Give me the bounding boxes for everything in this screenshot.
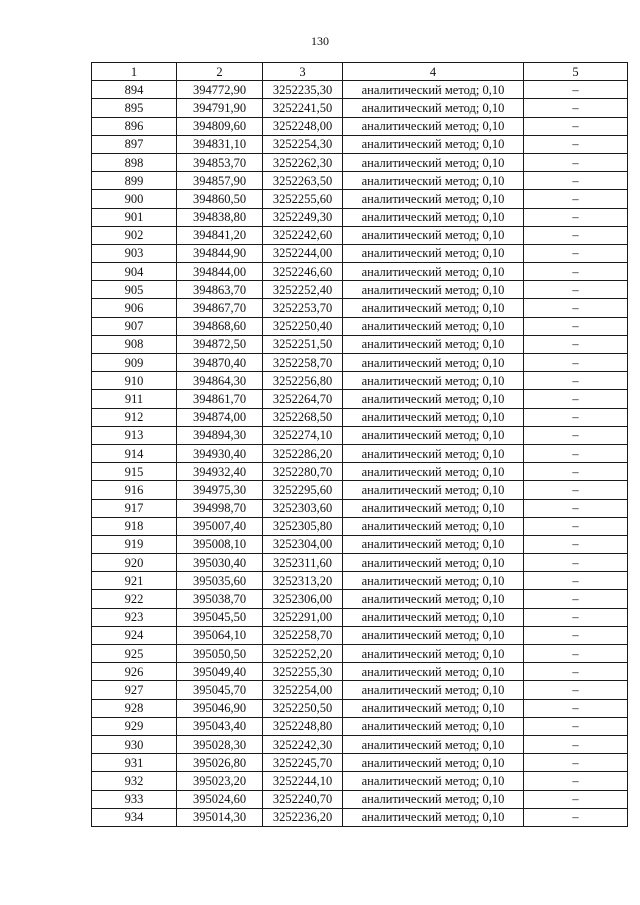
point-number-cell: 909	[92, 354, 177, 372]
note-cell: –	[524, 772, 628, 790]
note-cell: –	[524, 699, 628, 717]
table-row	[92, 244, 628, 262]
point-number-cell: 920	[92, 554, 177, 572]
note-cell: –	[524, 117, 628, 135]
table-row	[92, 390, 628, 408]
point-number-cell: 895	[92, 99, 177, 117]
y-coordinate-cell: 3252311,60	[263, 554, 343, 572]
table-row	[92, 117, 628, 135]
note-cell: –	[524, 735, 628, 753]
method-accuracy-cell: аналитический метод; 0,10	[343, 645, 524, 663]
y-coordinate-cell: 3252304,00	[263, 535, 343, 553]
table-header-row	[92, 63, 628, 81]
point-number-cell: 925	[92, 645, 177, 663]
note-cell: –	[524, 554, 628, 572]
method-accuracy-cell: аналитический метод; 0,10	[343, 754, 524, 772]
method-accuracy-cell: аналитический метод; 0,10	[343, 663, 524, 681]
table-row	[92, 535, 628, 553]
note-cell: –	[524, 626, 628, 644]
table-row	[92, 299, 628, 317]
x-coordinate-cell: 395008,10	[177, 535, 263, 553]
method-accuracy-cell: аналитический метод; 0,10	[343, 517, 524, 535]
y-coordinate-cell: 3252244,00	[263, 244, 343, 262]
table-row	[92, 172, 628, 190]
x-coordinate-cell: 395026,80	[177, 754, 263, 772]
point-number-cell: 896	[92, 117, 177, 135]
note-cell: –	[524, 354, 628, 372]
point-number-cell: 912	[92, 408, 177, 426]
x-coordinate-cell: 395045,50	[177, 608, 263, 626]
x-coordinate-cell: 395024,60	[177, 790, 263, 808]
x-coordinate-cell: 395014,30	[177, 808, 263, 826]
method-accuracy-cell: аналитический метод; 0,10	[343, 717, 524, 735]
point-number-cell: 897	[92, 135, 177, 153]
note-cell: –	[524, 426, 628, 444]
point-number-cell: 934	[92, 808, 177, 826]
x-coordinate-cell: 394894,30	[177, 426, 263, 444]
y-coordinate-cell: 3252251,50	[263, 335, 343, 353]
note-cell: –	[524, 481, 628, 499]
point-number-cell: 933	[92, 790, 177, 808]
y-coordinate-cell: 3252245,70	[263, 754, 343, 772]
y-coordinate-cell: 3252305,80	[263, 517, 343, 535]
y-coordinate-cell: 3252258,70	[263, 626, 343, 644]
page-number: 130	[311, 34, 329, 48]
table-row	[92, 772, 628, 790]
y-coordinate-cell: 3252268,50	[263, 408, 343, 426]
note-cell: –	[524, 99, 628, 117]
point-number-cell: 931	[92, 754, 177, 772]
method-accuracy-cell: аналитический метод; 0,10	[343, 535, 524, 553]
x-coordinate-cell: 394860,50	[177, 190, 263, 208]
x-coordinate-cell: 394863,70	[177, 281, 263, 299]
note-cell: –	[524, 717, 628, 735]
table-row	[92, 699, 628, 717]
point-number-cell: 932	[92, 772, 177, 790]
note-cell: –	[524, 190, 628, 208]
table-row	[92, 554, 628, 572]
table-row	[92, 81, 628, 99]
point-number-cell: 903	[92, 244, 177, 262]
y-coordinate-cell: 3252274,10	[263, 426, 343, 444]
note-cell: –	[524, 135, 628, 153]
y-coordinate-cell: 3252262,30	[263, 153, 343, 171]
method-accuracy-cell: аналитический метод; 0,10	[343, 426, 524, 444]
y-coordinate-cell: 3252263,50	[263, 172, 343, 190]
note-cell: –	[524, 499, 628, 517]
point-number-cell: 922	[92, 590, 177, 608]
table-row	[92, 190, 628, 208]
column-header: 2	[177, 63, 263, 81]
table-row	[92, 263, 628, 281]
y-coordinate-cell: 3252240,70	[263, 790, 343, 808]
y-coordinate-cell: 3252248,00	[263, 117, 343, 135]
y-coordinate-cell: 3252258,70	[263, 354, 343, 372]
y-coordinate-cell: 3252244,10	[263, 772, 343, 790]
note-cell: –	[524, 517, 628, 535]
method-accuracy-cell: аналитический метод; 0,10	[343, 263, 524, 281]
point-number-cell: 901	[92, 208, 177, 226]
note-cell: –	[524, 299, 628, 317]
x-coordinate-cell: 394868,60	[177, 317, 263, 335]
table-row	[92, 135, 628, 153]
table-row	[92, 99, 628, 117]
point-number-cell: 904	[92, 263, 177, 281]
point-number-cell: 908	[92, 335, 177, 353]
method-accuracy-cell: аналитический метод; 0,10	[343, 699, 524, 717]
point-number-cell: 918	[92, 517, 177, 535]
y-coordinate-cell: 3252242,30	[263, 735, 343, 753]
y-coordinate-cell: 3252255,30	[263, 663, 343, 681]
point-number-cell: 929	[92, 717, 177, 735]
point-number-cell: 916	[92, 481, 177, 499]
note-cell: –	[524, 754, 628, 772]
x-coordinate-cell: 395049,40	[177, 663, 263, 681]
y-coordinate-cell: 3252313,20	[263, 572, 343, 590]
table-row	[92, 572, 628, 590]
note-cell: –	[524, 590, 628, 608]
x-coordinate-cell: 394864,30	[177, 372, 263, 390]
x-coordinate-cell: 394932,40	[177, 463, 263, 481]
method-accuracy-cell: аналитический метод; 0,10	[343, 626, 524, 644]
table-row	[92, 372, 628, 390]
table-row	[92, 335, 628, 353]
point-number-cell: 902	[92, 226, 177, 244]
x-coordinate-cell: 394841,20	[177, 226, 263, 244]
note-cell: –	[524, 681, 628, 699]
x-coordinate-cell: 395007,40	[177, 517, 263, 535]
note-cell: –	[524, 317, 628, 335]
note-cell: –	[524, 645, 628, 663]
table-row	[92, 717, 628, 735]
point-number-cell: 923	[92, 608, 177, 626]
x-coordinate-cell: 394809,60	[177, 117, 263, 135]
table-row	[92, 153, 628, 171]
coordinates-table	[91, 62, 628, 827]
method-accuracy-cell: аналитический метод; 0,10	[343, 681, 524, 699]
note-cell: –	[524, 463, 628, 481]
method-accuracy-cell: аналитический метод; 0,10	[343, 208, 524, 226]
note-cell: –	[524, 408, 628, 426]
column-header: 5	[524, 63, 628, 81]
y-coordinate-cell: 3252252,20	[263, 645, 343, 663]
point-number-cell: 898	[92, 153, 177, 171]
note-cell: –	[524, 208, 628, 226]
method-accuracy-cell: аналитический метод; 0,10	[343, 590, 524, 608]
column-header: 1	[92, 63, 177, 81]
x-coordinate-cell: 395028,30	[177, 735, 263, 753]
x-coordinate-cell: 394772,90	[177, 81, 263, 99]
note-cell: –	[524, 226, 628, 244]
point-number-cell: 921	[92, 572, 177, 590]
note-cell: –	[524, 390, 628, 408]
y-coordinate-cell: 3252241,50	[263, 99, 343, 117]
table-row	[92, 626, 628, 644]
method-accuracy-cell: аналитический метод; 0,10	[343, 790, 524, 808]
method-accuracy-cell: аналитический метод; 0,10	[343, 772, 524, 790]
x-coordinate-cell: 395046,90	[177, 699, 263, 717]
method-accuracy-cell: аналитический метод; 0,10	[343, 335, 524, 353]
table-row	[92, 790, 628, 808]
y-coordinate-cell: 3252253,70	[263, 299, 343, 317]
x-coordinate-cell: 394870,40	[177, 354, 263, 372]
method-accuracy-cell: аналитический метод; 0,10	[343, 281, 524, 299]
method-accuracy-cell: аналитический метод; 0,10	[343, 354, 524, 372]
method-accuracy-cell: аналитический метод; 0,10	[343, 372, 524, 390]
method-accuracy-cell: аналитический метод; 0,10	[343, 390, 524, 408]
y-coordinate-cell: 3252264,70	[263, 390, 343, 408]
method-accuracy-cell: аналитический метод; 0,10	[343, 408, 524, 426]
y-coordinate-cell: 3252286,20	[263, 444, 343, 462]
table-row	[92, 408, 628, 426]
method-accuracy-cell: аналитический метод; 0,10	[343, 481, 524, 499]
note-cell: –	[524, 535, 628, 553]
x-coordinate-cell: 394844,90	[177, 244, 263, 262]
point-number-cell: 930	[92, 735, 177, 753]
y-coordinate-cell: 3252250,50	[263, 699, 343, 717]
method-accuracy-cell: аналитический метод; 0,10	[343, 190, 524, 208]
y-coordinate-cell: 3252291,00	[263, 608, 343, 626]
point-number-cell: 894	[92, 81, 177, 99]
method-accuracy-cell: аналитический метод; 0,10	[343, 117, 524, 135]
note-cell: –	[524, 281, 628, 299]
table-row	[92, 681, 628, 699]
note-cell: –	[524, 244, 628, 262]
x-coordinate-cell: 394998,70	[177, 499, 263, 517]
x-coordinate-cell: 394831,10	[177, 135, 263, 153]
x-coordinate-cell: 395045,70	[177, 681, 263, 699]
x-coordinate-cell: 394853,70	[177, 153, 263, 171]
point-number-cell: 927	[92, 681, 177, 699]
table-row	[92, 317, 628, 335]
y-coordinate-cell: 3252235,30	[263, 81, 343, 99]
method-accuracy-cell: аналитический метод; 0,10	[343, 735, 524, 753]
method-accuracy-cell: аналитический метод; 0,10	[343, 463, 524, 481]
x-coordinate-cell: 394861,70	[177, 390, 263, 408]
x-coordinate-cell: 394975,30	[177, 481, 263, 499]
point-number-cell: 926	[92, 663, 177, 681]
point-number-cell: 914	[92, 444, 177, 462]
y-coordinate-cell: 3252249,30	[263, 208, 343, 226]
method-accuracy-cell: аналитический метод; 0,10	[343, 99, 524, 117]
method-accuracy-cell: аналитический метод; 0,10	[343, 572, 524, 590]
table-row	[92, 426, 628, 444]
point-number-cell: 913	[92, 426, 177, 444]
x-coordinate-cell: 395050,50	[177, 645, 263, 663]
x-coordinate-cell: 394867,70	[177, 299, 263, 317]
y-coordinate-cell: 3252250,40	[263, 317, 343, 335]
x-coordinate-cell: 394930,40	[177, 444, 263, 462]
method-accuracy-cell: аналитический метод; 0,10	[343, 172, 524, 190]
point-number-cell: 900	[92, 190, 177, 208]
y-coordinate-cell: 3252303,60	[263, 499, 343, 517]
point-number-cell: 924	[92, 626, 177, 644]
column-header: 3	[263, 63, 343, 81]
x-coordinate-cell: 394857,90	[177, 172, 263, 190]
note-cell: –	[524, 153, 628, 171]
method-accuracy-cell: аналитический метод; 0,10	[343, 299, 524, 317]
x-coordinate-cell: 395064,10	[177, 626, 263, 644]
point-number-cell: 907	[92, 317, 177, 335]
method-accuracy-cell: аналитический метод; 0,10	[343, 135, 524, 153]
table-row	[92, 281, 628, 299]
point-number-cell: 928	[92, 699, 177, 717]
note-cell: –	[524, 790, 628, 808]
x-coordinate-cell: 394844,00	[177, 263, 263, 281]
note-cell: –	[524, 663, 628, 681]
x-coordinate-cell: 395030,40	[177, 554, 263, 572]
point-number-cell: 910	[92, 372, 177, 390]
table-row	[92, 663, 628, 681]
point-number-cell: 911	[92, 390, 177, 408]
table-row	[92, 645, 628, 663]
point-number-cell: 919	[92, 535, 177, 553]
y-coordinate-cell: 3252254,00	[263, 681, 343, 699]
y-coordinate-cell: 3252280,70	[263, 463, 343, 481]
column-header: 4	[343, 63, 524, 81]
method-accuracy-cell: аналитический метод; 0,10	[343, 444, 524, 462]
table-row	[92, 354, 628, 372]
y-coordinate-cell: 3252254,30	[263, 135, 343, 153]
table-row	[92, 808, 628, 826]
table-row	[92, 735, 628, 753]
x-coordinate-cell: 394872,50	[177, 335, 263, 353]
table-row	[92, 481, 628, 499]
note-cell: –	[524, 372, 628, 390]
point-number-cell: 899	[92, 172, 177, 190]
y-coordinate-cell: 3252306,00	[263, 590, 343, 608]
method-accuracy-cell: аналитический метод; 0,10	[343, 226, 524, 244]
table-row	[92, 463, 628, 481]
table-row	[92, 608, 628, 626]
y-coordinate-cell: 3252242,60	[263, 226, 343, 244]
note-cell: –	[524, 81, 628, 99]
method-accuracy-cell: аналитический метод; 0,10	[343, 808, 524, 826]
note-cell: –	[524, 608, 628, 626]
x-coordinate-cell: 394874,00	[177, 408, 263, 426]
method-accuracy-cell: аналитический метод; 0,10	[343, 499, 524, 517]
y-coordinate-cell: 3252252,40	[263, 281, 343, 299]
y-coordinate-cell: 3252255,60	[263, 190, 343, 208]
y-coordinate-cell: 3252295,60	[263, 481, 343, 499]
y-coordinate-cell: 3252256,80	[263, 372, 343, 390]
note-cell: –	[524, 444, 628, 462]
x-coordinate-cell: 394838,80	[177, 208, 263, 226]
table-row	[92, 226, 628, 244]
table-row	[92, 590, 628, 608]
x-coordinate-cell: 395038,70	[177, 590, 263, 608]
table-row	[92, 208, 628, 226]
note-cell: –	[524, 572, 628, 590]
y-coordinate-cell: 3252236,20	[263, 808, 343, 826]
method-accuracy-cell: аналитический метод; 0,10	[343, 244, 524, 262]
x-coordinate-cell: 395035,60	[177, 572, 263, 590]
y-coordinate-cell: 3252246,60	[263, 263, 343, 281]
method-accuracy-cell: аналитический метод; 0,10	[343, 608, 524, 626]
point-number-cell: 905	[92, 281, 177, 299]
x-coordinate-cell: 394791,90	[177, 99, 263, 117]
y-coordinate-cell: 3252248,80	[263, 717, 343, 735]
note-cell: –	[524, 335, 628, 353]
point-number-cell: 915	[92, 463, 177, 481]
method-accuracy-cell: аналитический метод; 0,10	[343, 153, 524, 171]
method-accuracy-cell: аналитический метод; 0,10	[343, 554, 524, 572]
method-accuracy-cell: аналитический метод; 0,10	[343, 317, 524, 335]
note-cell: –	[524, 808, 628, 826]
note-cell: –	[524, 263, 628, 281]
note-cell: –	[524, 172, 628, 190]
table-row	[92, 754, 628, 772]
point-number-cell: 906	[92, 299, 177, 317]
method-accuracy-cell: аналитический метод; 0,10	[343, 81, 524, 99]
point-number-cell: 917	[92, 499, 177, 517]
table-row	[92, 499, 628, 517]
x-coordinate-cell: 395023,20	[177, 772, 263, 790]
table-row	[92, 517, 628, 535]
x-coordinate-cell: 395043,40	[177, 717, 263, 735]
table-row	[92, 444, 628, 462]
